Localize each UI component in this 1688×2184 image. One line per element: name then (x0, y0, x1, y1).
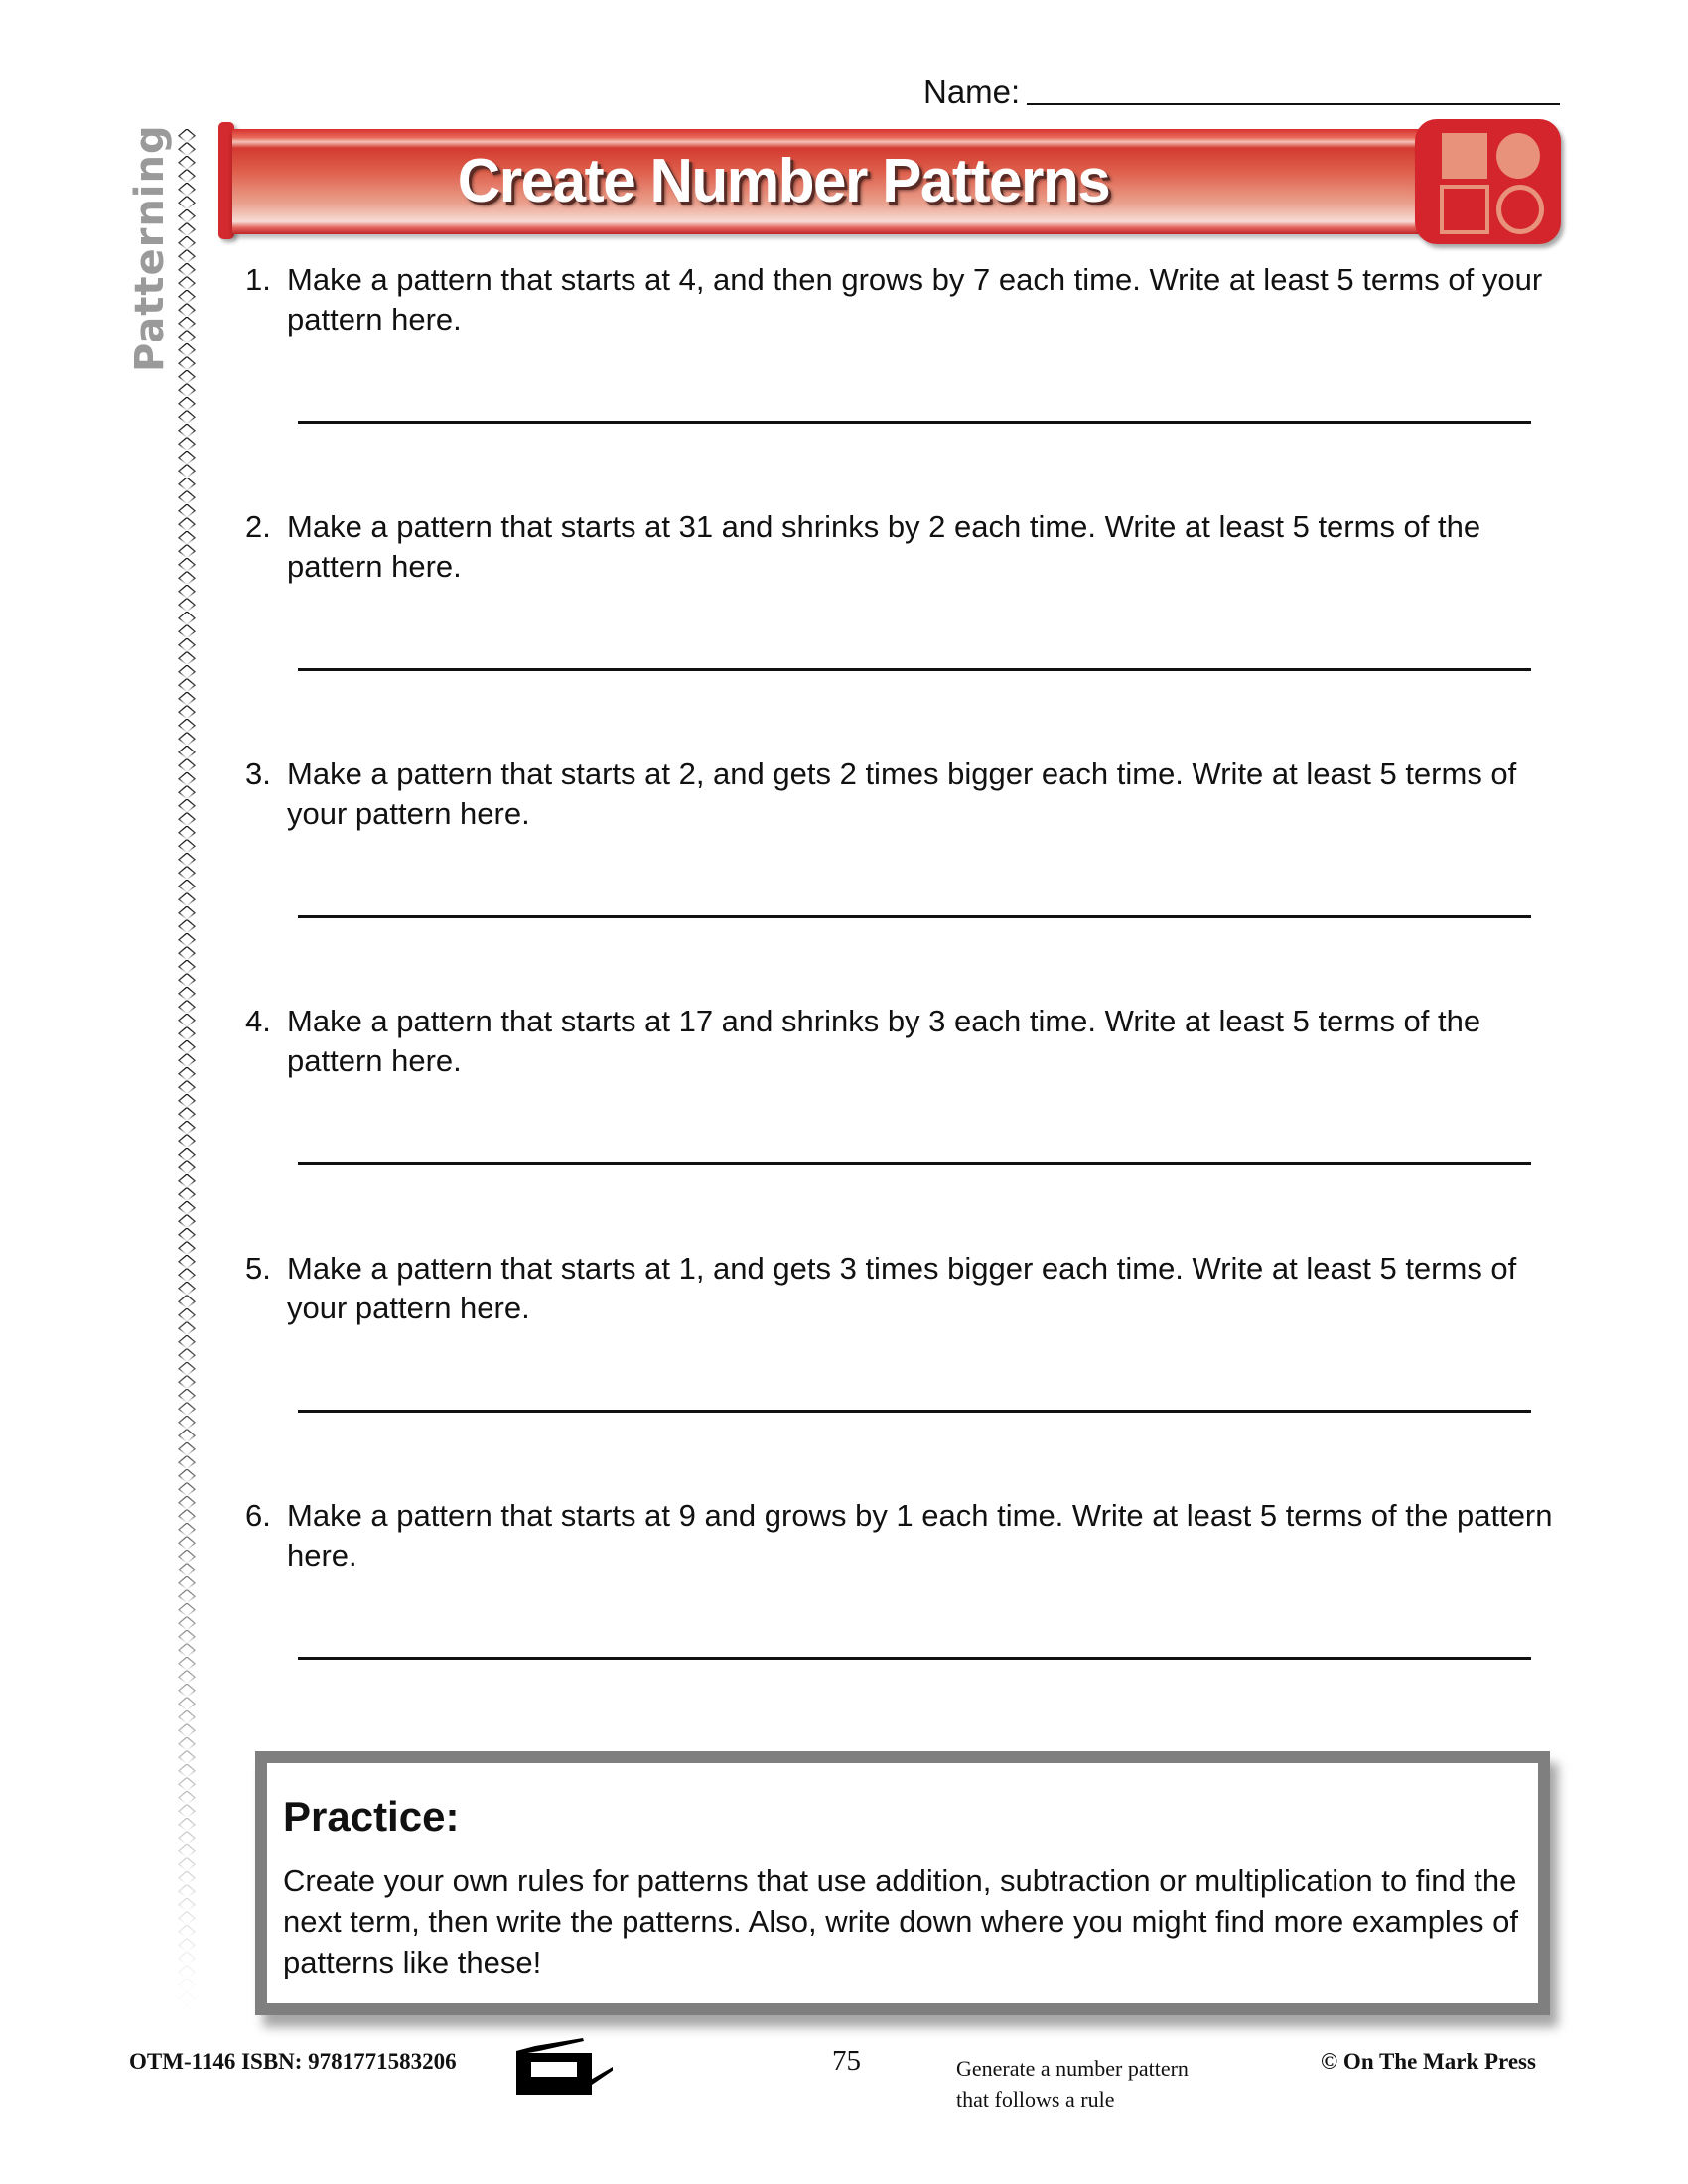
page-number: 75 (832, 2045, 861, 2077)
practice-text: Create your own rules for patterns that use addition, subtraction or multiplication to find the next term, then write the patterns. Also, write down where you might find more examples of patterns like these! (283, 1863, 1519, 1979)
question-number: 1. (245, 262, 271, 297)
answer-line[interactable] (298, 1410, 1531, 1413)
footer-description (956, 2053, 1189, 2115)
question-number: 2. (245, 509, 271, 544)
photocopier-icon (513, 2037, 613, 2097)
name-input-line[interactable] (1027, 103, 1560, 105)
question-text: Make a pattern that starts at 17 and shrinks by 3 each time. Write at least 5 terms of the pattern here. (287, 1004, 1481, 1078)
question-number: 3. (245, 756, 271, 791)
question-number: 6. (245, 1498, 271, 1533)
outline-circle-icon (1496, 185, 1544, 234)
question-text: Make a pattern that starts at 4, and then grows by 7 each time. Write at least 5 terms of your pattern here. (287, 262, 1543, 337)
answer-line[interactable] (298, 1162, 1531, 1165)
question-number: 5. (245, 1251, 271, 1286)
section-side-label: Patterning (127, 124, 173, 372)
answer-line[interactable] (298, 668, 1531, 671)
footer-copyright: © On The Mark Press (1321, 2049, 1536, 2074)
question-text: Make a pattern that starts at 1, and gets 3 times bigger each time. Write at least 5 terms of your pattern here. (287, 1251, 1517, 1325)
answer-line[interactable] (298, 421, 1531, 424)
diamond-border-decoration (178, 129, 196, 2015)
question-text: Make a pattern that starts at 31 and shrinks by 2 each time. Write at least 5 terms of the pattern here. (287, 509, 1481, 584)
page-title: Create Number Patterns (457, 147, 1110, 215)
question-text: Make a pattern that starts at 2, and gets 2 times bigger each time. Write at least 5 terms of your pattern here. (287, 756, 1517, 831)
filled-circle-icon (1496, 133, 1540, 179)
answer-line[interactable] (298, 1657, 1531, 1660)
question-number: 4. (245, 1004, 271, 1038)
name-label: Name: (923, 73, 1021, 110)
filled-square-icon (1442, 133, 1487, 179)
question-text: Make a pattern that starts at 9 and grows by 1 each time. Write at least 5 terms of the pattern here. (287, 1498, 1553, 1572)
answer-line[interactable] (298, 915, 1531, 918)
footer-description-line1: Generate a number pattern (956, 2056, 1189, 2081)
practice-box (255, 1751, 1550, 2015)
outline-square-icon (1440, 185, 1489, 234)
practice-title: Practice: (283, 1793, 460, 1840)
footer-description-line2: that follows a rule (956, 2087, 1115, 2112)
shapes-icon (1415, 119, 1561, 244)
footer-product-code: OTM-1146 ISBN: 9781771583206 (129, 2049, 457, 2074)
